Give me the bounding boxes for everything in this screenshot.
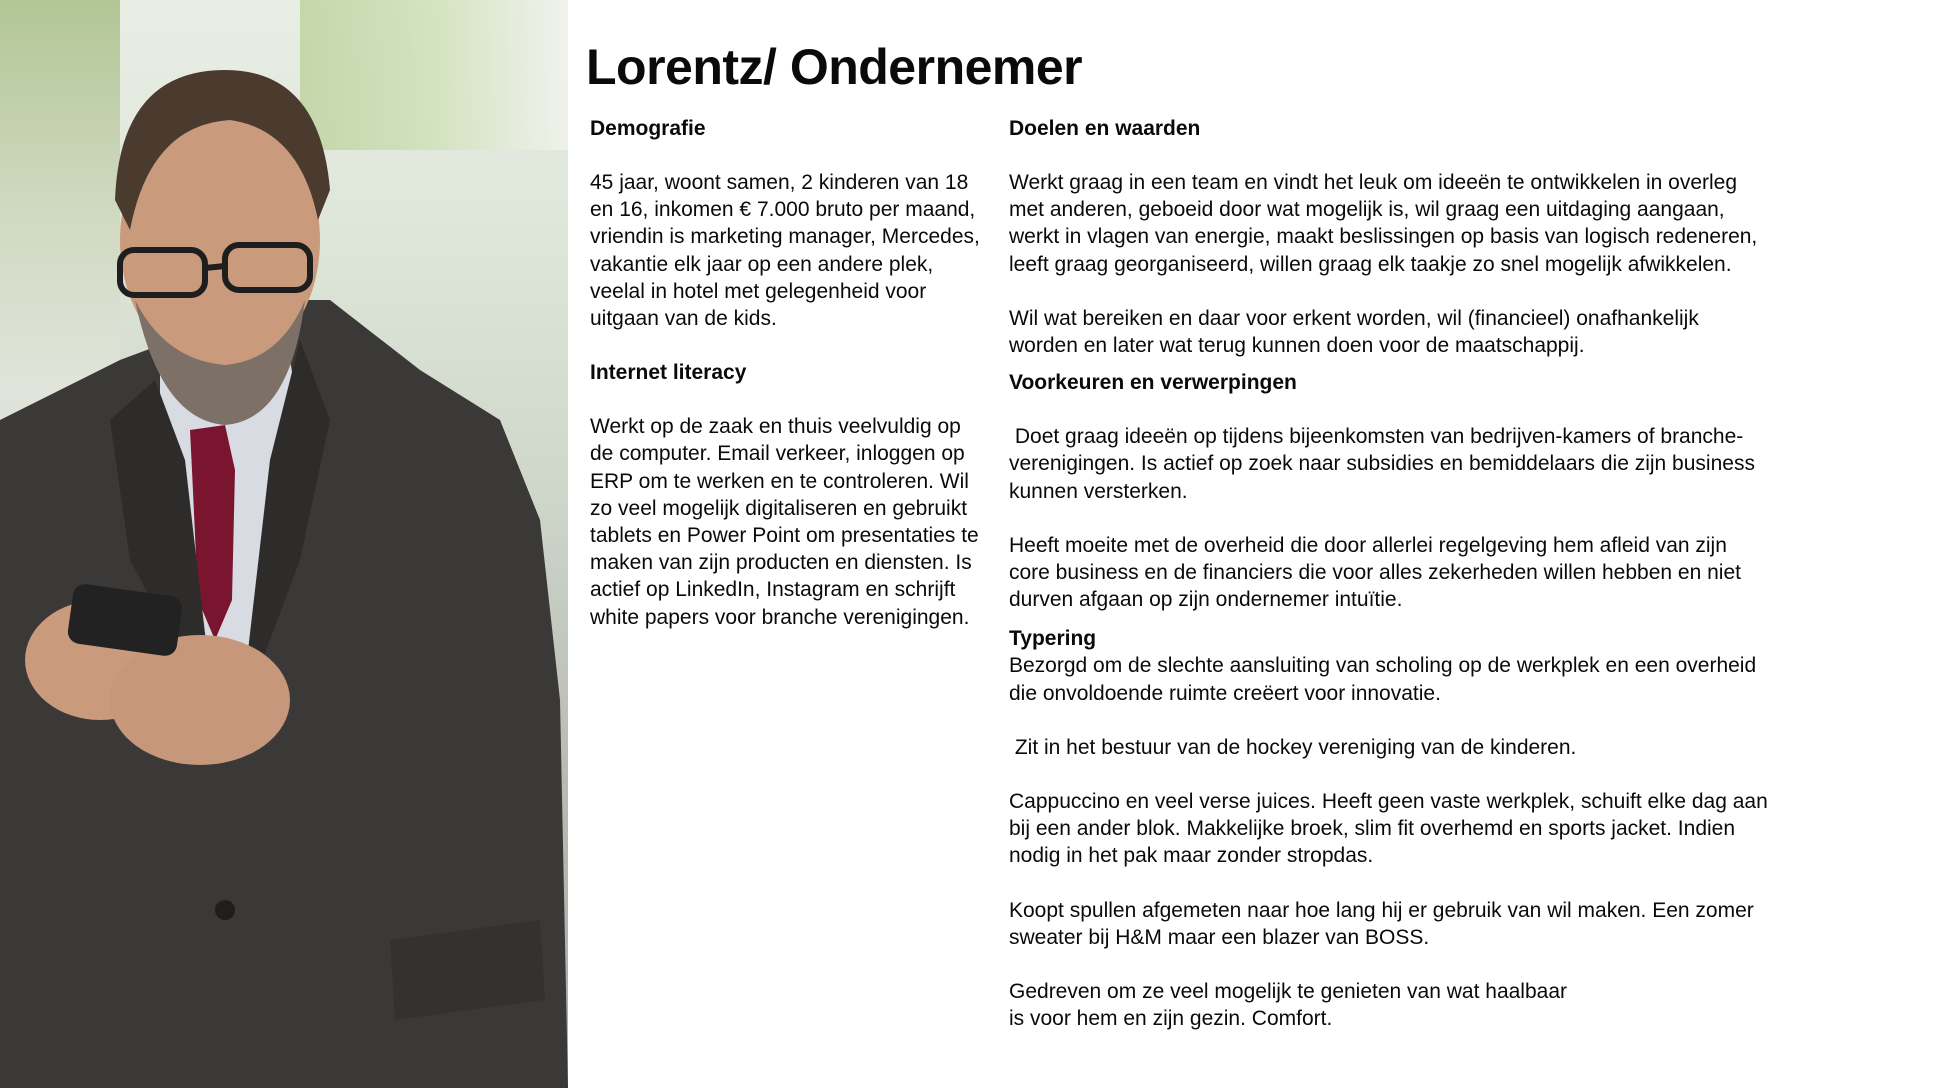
internet-literacy-heading: Internet literacy (590, 361, 747, 385)
typering-text-5-line-1: Gedreven om ze veel mogelijk te genieten van wat haalbaar (1009, 980, 1567, 1004)
typering-text-2: Zit in het bestuur van de hockey vereniging van de kinderen. (1009, 735, 1577, 759)
voorkeuren-heading: Voorkeuren en verwerpingen (1009, 371, 1297, 395)
demografie-text: 45 jaar, woont samen, 2 kinderen van 18 en 16, inkomen € 7.000 bruto per maand, vriendin is marketing manager, Mercedes, vakantie elk jaar op een andere plek, veelal in hotel met gelegenheid voor uitgaan van de kids. (590, 171, 980, 331)
doelen-text-1: Werkt graag in een team en vindt het leuk om ideeën te ontwikkelen in overleg met anderen, geboeid door wat mogelijk is, wil graag een uitdaging aangaan, werkt in vlagen van energie, maakt beslissingen op basis van logisch redeneren, leeft graag georganiseerd, willen graag elk taakje zo snel mogelijk afwikkelen. (1009, 171, 1758, 276)
typering-text-3: Cappuccino en veel verse juices. Heeft geen vaste werkplek, schuift elke dag aan bij een ander blok. Makkelijke broek, slim fit overhemd en sports jacket. Indien nodig in het pak maar zonder stropdas. (1009, 790, 1768, 868)
typering-text-4: Koopt spullen afgemeten naar hoe lang hij er gebruik van wil maken. Een zomer sweater bij H&M maar een blazer van BOSS. (1009, 898, 1754, 949)
typering-heading: Typering (1009, 627, 1097, 651)
left-column (590, 115, 990, 631)
demografie-heading: Demografie (590, 117, 706, 140)
voorkeuren-text-1: Doet graag ideeën op tijdens bijeenkomsten van bedrijven-kamers of branche-verenigingen. Is actief op zoek naar subsidies en bemiddelaars die zijn business kunnen versterken. (1009, 425, 1761, 503)
page-title: Lorentz/ Ondernemer (586, 39, 1083, 95)
right-hand (110, 635, 290, 765)
doelen-heading: Doelen en waarden (1009, 117, 1201, 140)
typering-text-5-line-2: is voor hem en zijn gezin. Comfort. (1009, 1007, 1333, 1031)
businessman-illustration (0, 0, 568, 1088)
doelen-text-2: Wil wat bereiken en daar voor erkent worden, wil (financieel) onafhankelijk worden en later wat terug kunnen doen voor de maatschappij. (1009, 306, 1699, 358)
right-column (1009, 115, 1769, 1032)
persona-photo (0, 0, 568, 1088)
internet-literacy-text: Werkt op de zaak en thuis veelvuldig op de computer. Email verkeer, inloggen op ERP om te werken en te controleren. Wil zo veel mogelijk digitaliseren en gebruikt tablets en Power Point om presentaties te maken van zijn producten en diensten. Is actief op LinkedIn, Instagram en schrijft white papers voor branche verenigingen. (590, 415, 979, 629)
typering-text-1: Bezorgd om de slechte aansluiting van scholing op de werkplek en een overheid die onvoldoende ruimte creëert voor innovatie. (1009, 654, 1757, 705)
voorkeuren-text-2: Heeft moeite met de overheid die door allerlei regelgeving hem afleid van zijn core business en de financiers die voor alles zekerheden willen hebben en niet durven afgaan op zijn ondernemer intuïtie. (1009, 533, 1741, 612)
